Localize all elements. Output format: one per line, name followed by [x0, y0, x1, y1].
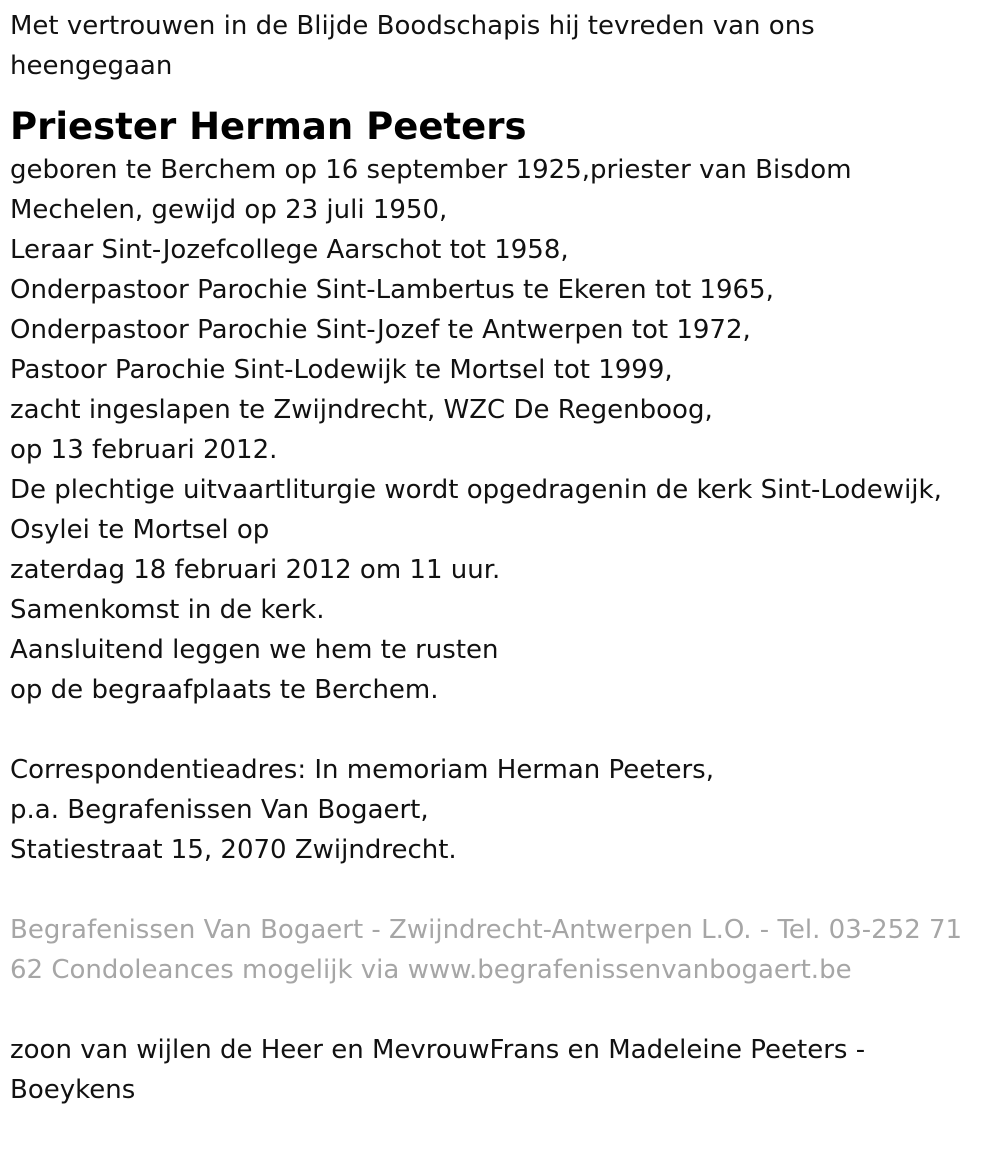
- intro-text: [10, 6, 990, 86]
- burial-line: Aansluitend leggen we hem te rusten: [10, 635, 499, 665]
- biography-line: Onderpastoor Parochie Sint-Lambertus te Ekeren tot 1965,: [10, 275, 774, 305]
- parents-line: Boeykens: [10, 1075, 136, 1105]
- funeral-line: De plechtige uitvaartliturgie wordt opgedragenin de kerk Sint-Lodewijk,: [10, 475, 942, 505]
- funeral-line: Samenkomst in de kerk.: [10, 595, 325, 625]
- intro-line: Met vertrouwen in de Blijde Boodschapis hij tevreden van ons: [10, 11, 815, 41]
- biography-line: Onderpastoor Parochie Sint-Jozef te Antwerpen tot 1972,: [10, 315, 751, 345]
- correspondence-line: Correspondentieadres: In memoriam Herman Peeters,: [10, 755, 714, 785]
- funeral-line: Osylei te Mortsel op: [10, 515, 270, 545]
- biography-line: op 13 februari 2012.: [10, 435, 278, 465]
- correspondence-line: Statiestraat 15, 2070 Zwijndrecht.: [10, 835, 457, 865]
- biography-line: Mechelen, gewijd op 23 juli 1950,: [10, 195, 448, 225]
- funeral-line: zaterdag 18 februari 2012 om 11 uur.: [10, 555, 501, 585]
- biography-line: geboren te Berchem op 16 september 1925,priester van Bisdom: [10, 155, 852, 185]
- parents-line: zoon van wijlen de Heer en MevrouwFrans en Madeleine Peeters -: [10, 1035, 866, 1065]
- footer-line: Begrafenissen Van Bogaert - Zwijndrecht-Antwerpen L.O. - Tel. 03-252 71: [10, 915, 963, 945]
- correspondence-address: [10, 750, 990, 870]
- footer-line: 62 Condoleances mogelijk via www.begrafenissenvanbogaert.be: [10, 955, 852, 985]
- burial-line: op de begraafplaats te Berchem.: [10, 675, 439, 705]
- parents-text: [10, 1030, 990, 1110]
- biography-text: [10, 150, 990, 710]
- funeral-home-footer: [10, 910, 990, 990]
- intro-line: heengegaan: [10, 51, 173, 81]
- biography-line: Leraar Sint-Jozefcollege Aarschot tot 1958,: [10, 235, 569, 265]
- correspondence-line: p.a. Begrafenissen Van Bogaert,: [10, 795, 429, 825]
- deceased-name: Priester Herman Peeters: [10, 105, 527, 148]
- biography-line: Pastoor Parochie Sint-Lodewijk te Mortsel tot 1999,: [10, 355, 673, 385]
- biography-line: zacht ingeslapen te Zwijndrecht, WZC De Regenboog,: [10, 395, 713, 425]
